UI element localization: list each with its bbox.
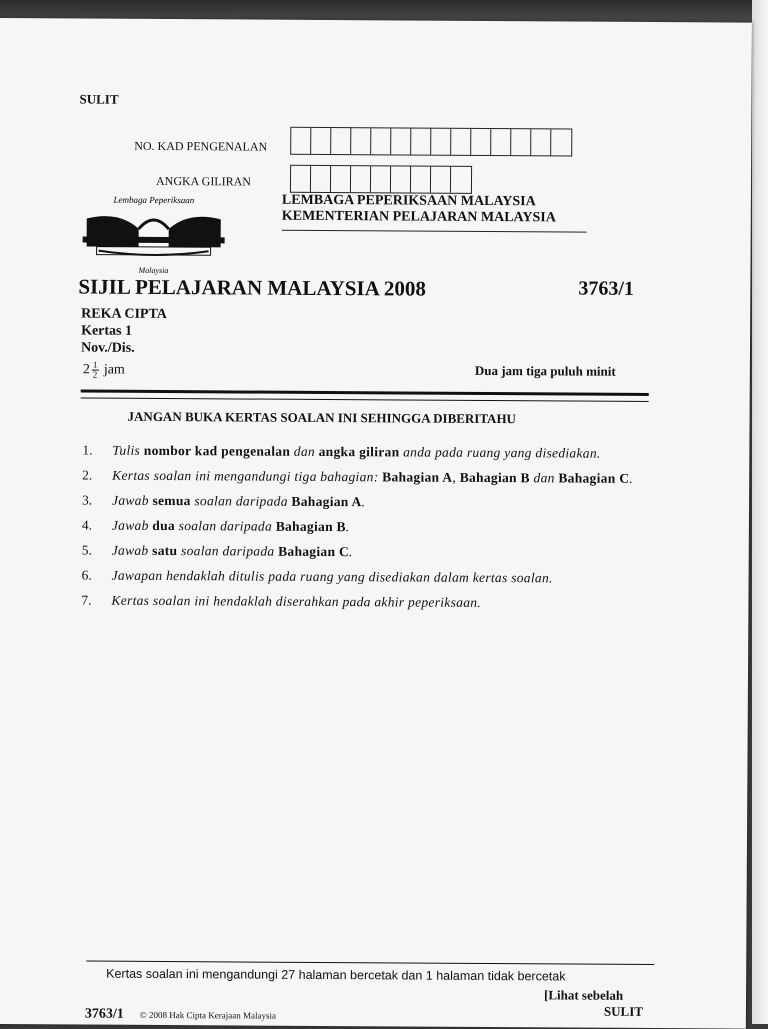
digit-box[interactable] <box>451 129 471 155</box>
digit-box[interactable] <box>451 167 471 193</box>
copyright-notice: © 2008 Hak Cipta Kerajaan Malaysia <box>139 1009 276 1021</box>
paper-code: 3763/1 <box>578 277 634 300</box>
board-underline <box>282 230 587 233</box>
digit-box[interactable] <box>411 167 431 193</box>
instruction-number: 3. <box>82 492 93 508</box>
digit-box[interactable] <box>551 129 571 155</box>
instruction-number: 1. <box>82 442 93 458</box>
ic-number-label: NO. KAD PENGENALAN <box>134 138 268 154</box>
digit-box[interactable] <box>291 128 311 154</box>
digit-box[interactable] <box>531 129 551 155</box>
board-line-2: KEMENTERIAN PELAJARAN MALAYSIA <box>281 208 556 226</box>
instruction-number: 7. <box>81 592 92 608</box>
digit-box[interactable] <box>351 166 371 192</box>
digit-box[interactable] <box>391 166 411 192</box>
exam-meta <box>81 306 167 358</box>
digit-box[interactable] <box>371 166 391 192</box>
page-count-note: Kertas soalan ini mengandungi 27 halaman bercetak dan 1 halaman tidak bercetak <box>106 966 566 984</box>
digit-box[interactable] <box>431 167 451 193</box>
paper-number: Kertas 1 <box>81 323 133 339</box>
digit-box[interactable] <box>331 128 351 154</box>
instruction-number: 4. <box>81 517 93 533</box>
duration-whole: 2 <box>82 362 90 378</box>
footer-paper-code: 3763/1 <box>84 1006 124 1022</box>
board-line-1: LEMBAGA PEPERIKSAAN MALAYSIA <box>281 192 536 210</box>
instructions-list <box>81 441 652 619</box>
duration-unit: jam <box>103 362 125 378</box>
digit-box[interactable] <box>371 128 391 154</box>
do-not-open-warning: JANGAN BUKA KERTAS SOALAN INI SEHINGGA DIBERITAHU <box>127 408 517 427</box>
exam-board <box>282 193 556 227</box>
instruction-item <box>82 441 652 463</box>
page-edge <box>752 0 768 1024</box>
instruction-text: Tulis nombor kad pengenalan dan angka giliran anda pada ruang yang disediakan. <box>112 442 601 461</box>
instruction-item <box>82 491 652 513</box>
digit-box[interactable] <box>411 129 431 155</box>
duration-words: Dua jam tiga puluh minit <box>474 362 616 379</box>
digit-box[interactable] <box>331 166 351 192</box>
footer-divider <box>86 961 654 965</box>
digit-box[interactable] <box>471 129 491 155</box>
digit-box[interactable] <box>511 129 531 155</box>
exam-cover-page <box>0 18 752 1029</box>
digit-box[interactable] <box>291 166 311 192</box>
index-number-boxes[interactable] <box>290 165 472 194</box>
instruction-text: Jawab semua soalan daripada Bahagian A. <box>112 492 366 510</box>
instruction-number: 5. <box>81 542 92 558</box>
instruction-text: Jawab satu soalan daripada Bahagian C. <box>111 542 353 560</box>
digit-box[interactable] <box>491 129 511 155</box>
exam-title: SIJIL PELAJARAN MALAYSIA 2008 <box>78 274 426 301</box>
instruction-item <box>82 516 652 538</box>
logo-text-bottom: Malaysia <box>138 265 169 276</box>
instruction-number: 2. <box>82 467 93 483</box>
instruction-text: Jawapan hendaklah ditulis pada ruang yang disediakan dalam kertas soalan. <box>111 567 553 586</box>
instruction-item <box>82 466 652 488</box>
ic-number-boxes[interactable] <box>290 127 572 157</box>
classification-top: SULIT <box>79 91 119 107</box>
instruction-item <box>82 566 652 588</box>
logo-text-top: Lembaga Peperiksaan <box>113 194 195 206</box>
instruction-item <box>81 591 651 613</box>
digit-box[interactable] <box>351 128 371 154</box>
digit-box[interactable] <box>431 129 451 155</box>
subject-name: REKA CIPTA <box>81 306 167 323</box>
digit-box[interactable] <box>311 128 331 154</box>
instruction-text: Kertas soalan ini mengandungi tiga bahagian: Bahagian A, Bahagian B dan Bahagian C. <box>112 467 634 486</box>
index-number-label: ANGKA GILIRAN <box>155 173 252 189</box>
board-logo-icon <box>78 188 229 279</box>
instruction-text: Kertas soalan ini hendaklah diserahkan pada akhir peperiksaan. <box>111 592 482 610</box>
exam-session: Nov./Dis. <box>80 340 135 356</box>
duration-fraction: $\frac{1}{2}$ <box>92 359 98 380</box>
instruction-text: Jawab dua soalan daripada Bahagian B. <box>111 517 350 535</box>
digit-box[interactable] <box>311 166 331 192</box>
instruction-item <box>82 541 652 563</box>
section-divider <box>81 390 649 402</box>
classification-bottom: SULIT <box>603 1003 644 1019</box>
see-next-page: [Lihat sebelah <box>543 987 624 1003</box>
digit-box[interactable] <box>391 128 411 154</box>
duration-hours <box>83 361 125 380</box>
instruction-number: 6. <box>81 567 92 583</box>
